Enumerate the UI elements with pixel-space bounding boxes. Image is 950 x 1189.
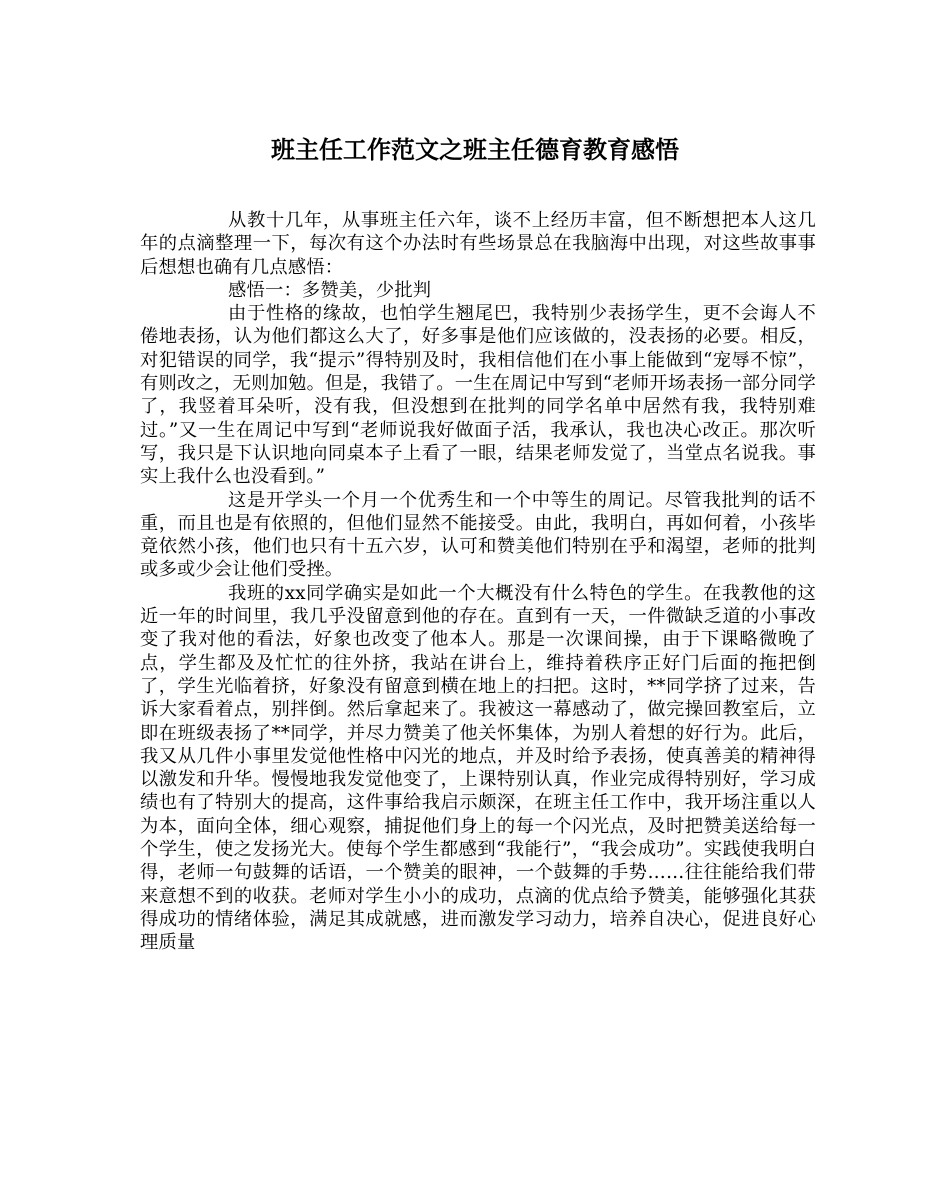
document-body xyxy=(140,209,816,955)
paragraph-heading-insight-one: 感悟一：多赞美，少批判 xyxy=(228,279,432,301)
paragraph-intro: 从教十几年，从事班主任六年，谈不上经历丰富，但不断想把本人这几年的点滴整理一下，每次有这个办法时有些场景总在我脑海中出现，对这些故事事后想想也确有几点感悟： xyxy=(140,210,816,278)
paragraph: 我班的xx同学确实是如此一个大概没有什么特色的学生。在我教他的这近一年的时间里，我几乎没留意到他的存在。直到有一天，一件微缺乏道的小事改变了我对他的看法，好象也改变了他本人。那是一次课间操，由于下课略微晚了点，学生都及及忙忙的往外挤，我站在讲台上，维持着秩序正好门后面的拖把倒了，学生光临着挤，好象没有留意到横在地上的扫把。这时，**同学挤了过来，告诉大家看着点，别拌倒。然后拿起来了。我被这一幕感动了，做完操回教室后，立即在班级表扬了**同学，并尽力赞美了他关怀集体，为别人着想的好行为。此后，我又从几件小事里发觉他性格中闪光的地点，并及时给予表扬，使真善美的精神得以激发和升华。慢慢地我发觉他变了，上课特别认真，作业完成得特别好，学习成绩也有了特别大的提高，这件事给我启示颇深，在班主任工作中，我开场注重以人为本，面向全体，细心观察，捕捉他们身上的每一个闪光点，及时把赞美送给每一个学生，使之发扬光大。使每个学生都感到“我能行”，“我会成功”。实践使我明白得，老师一句鼓舞的话语，一个赞美的眼神，一个鼓舞的手势……往往能给我们带来意想不到的收获。老师对学生小小的成功，点滴的优点给予赞美，能够强化其获得成功的情绪体验，满足其成就感，进而激发学习动力，培养自决心，促进良好心理质量 xyxy=(140,582,816,954)
document-title: 班主任工作范文之班主任德育教育感悟 xyxy=(271,135,679,164)
paragraph: 这是开学头一个月一个优秀生和一个中等生的周记。尽管我批判的话不重，而且也是有依照的，但他们显然不能接受。由此，我明白，再如何着，小孩毕竟依然小孩，他们也只有十五六岁，认可和赞美他们特别在乎和渴望，老师的批判或多或少会让他们受挫。 xyxy=(140,489,816,581)
paragraph: 由于性格的缘故，也怕学生翘尾巴，我特别少表扬学生，更不会诲人不倦地表扬，认为他们都这么大了，好多事是他们应该做的，没表扬的必要。相反，对犯错误的同学，我“提示”得特别及时，我相信他们在小事上能做到“宠辱不惊”，有则改之，无则加勉。但是，我错了。一生在周记中写到“老师开场表扬一部分同学了，我竖着耳朵听，没有我，但没想到在批判的同学名单中居然有我，我特别难过。”又一生在周记中写到“老师说我好做面子活，我承认，我也决心改正。那次听写，我只是下认识地向同桌本子上看了一眼，结果老师发觉了，当堂点名说我。事实上我什么也没看到。” xyxy=(140,303,816,488)
